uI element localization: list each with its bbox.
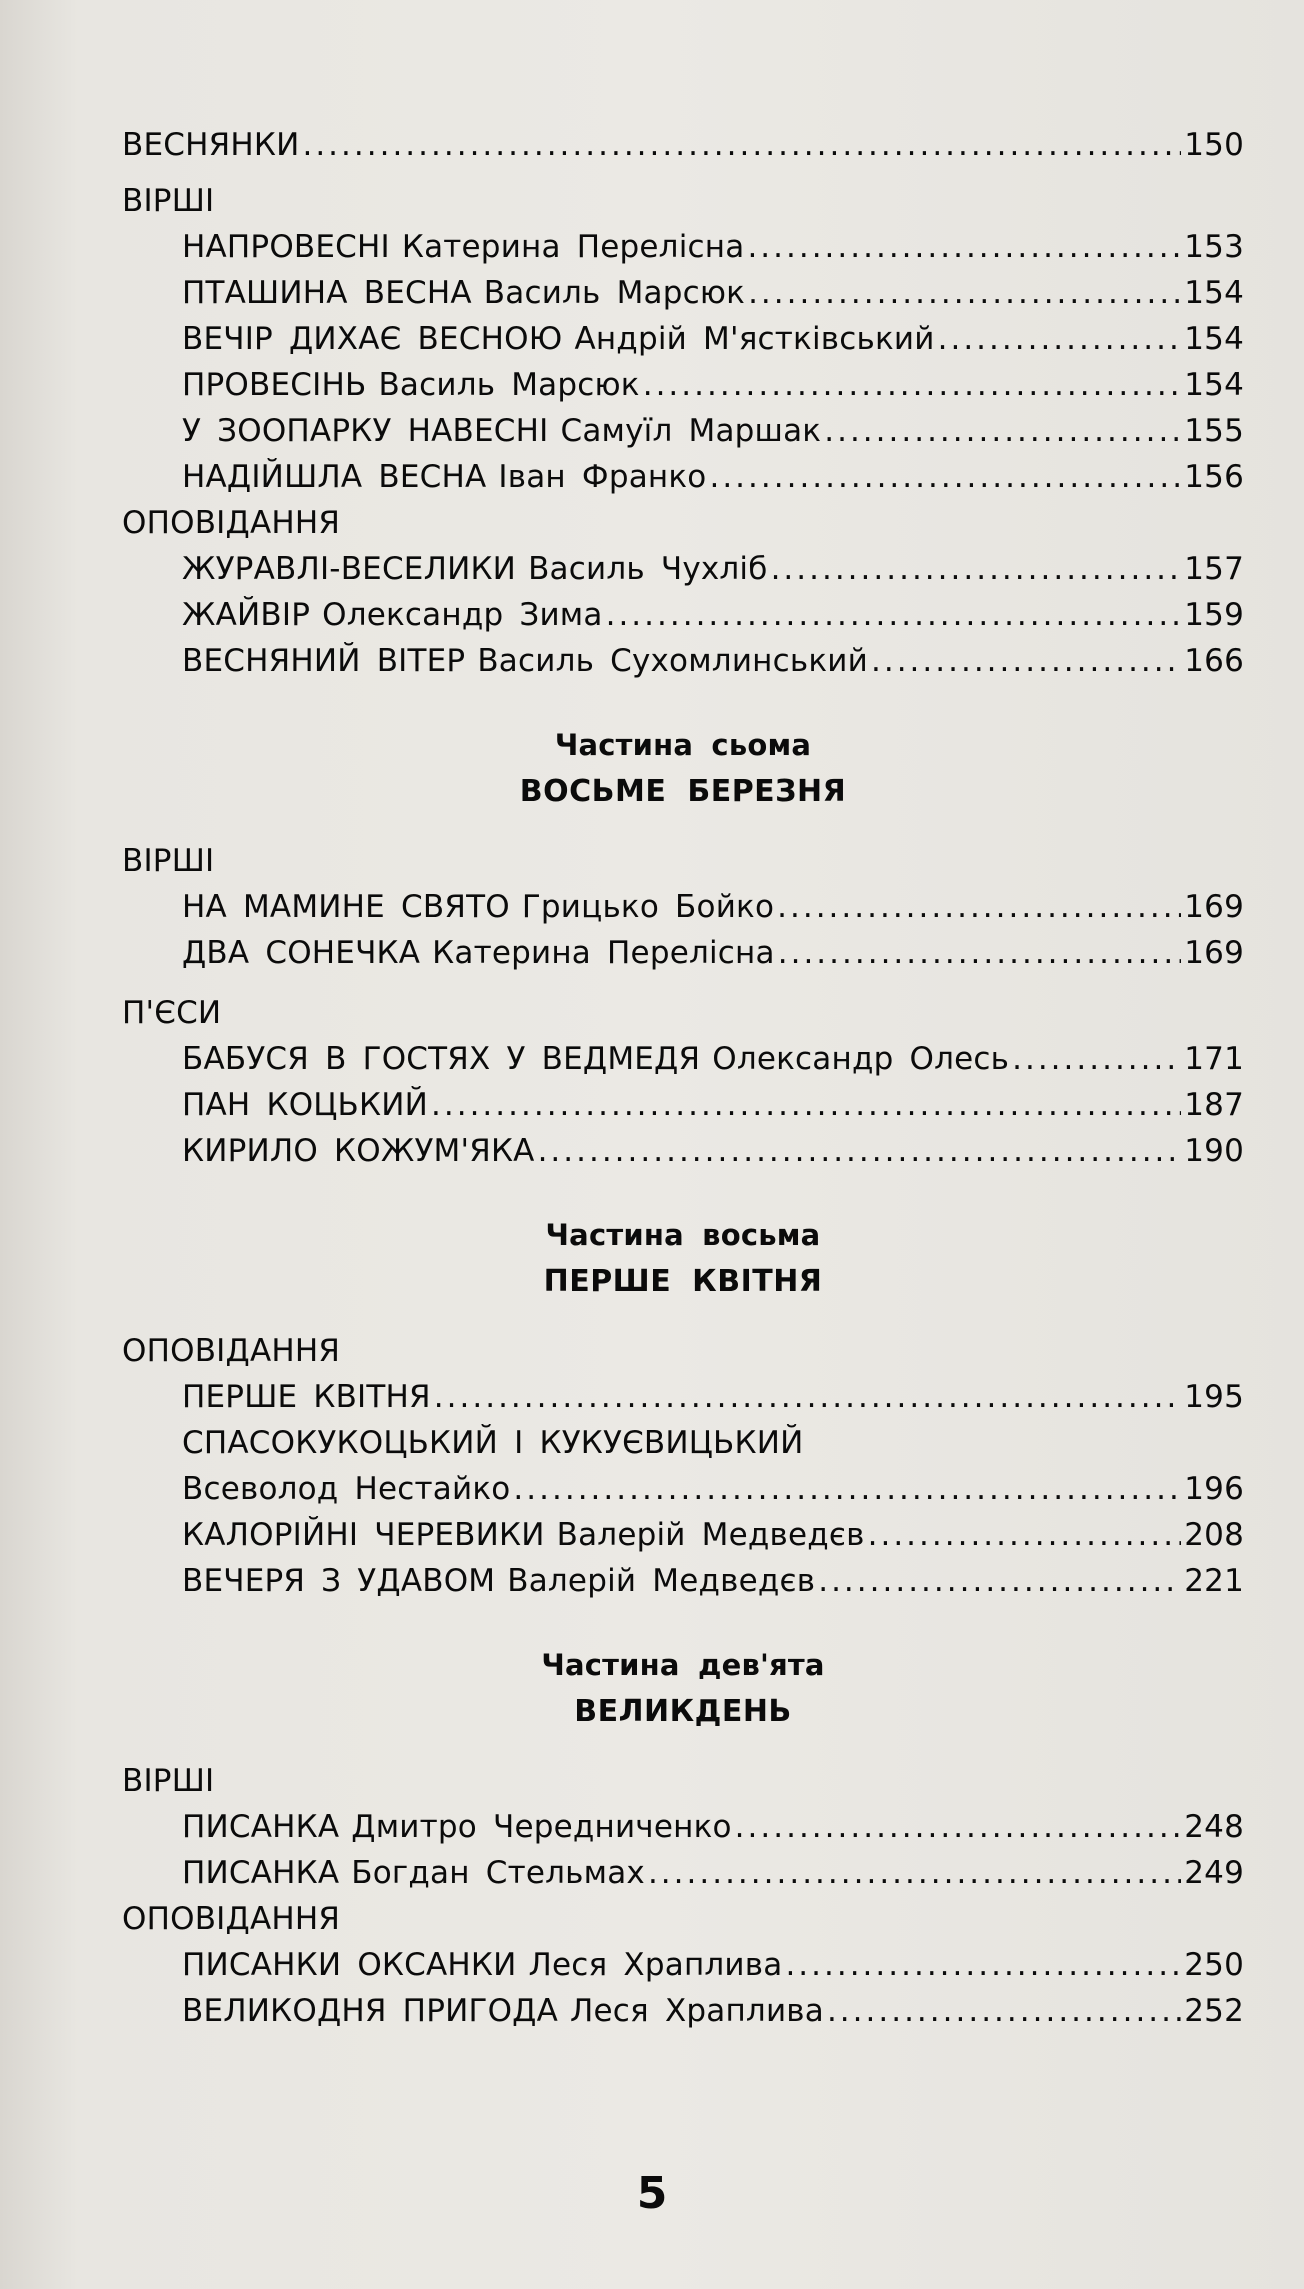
entry-page: 221: [1184, 1563, 1244, 1599]
entry-page: 159: [1184, 597, 1244, 633]
entry-page: 166: [1184, 643, 1244, 679]
dot-leader: [302, 122, 1181, 168]
entry-title: ДВА СОНЕЧКА: [182, 935, 421, 971]
dot-leader: [709, 454, 1181, 500]
toc-entry: [122, 1128, 1244, 1174]
entry-title: ПЕРШЕ КВІТНЯ: [182, 1379, 431, 1415]
toc-entry: [122, 884, 1244, 930]
dot-leader: [643, 362, 1182, 408]
entry-title: ЖУРАВЛІ-ВЕСЕЛИКИ: [182, 551, 517, 587]
dot-leader: [868, 1512, 1182, 1558]
entry-author: Валерій Медведєв: [556, 1517, 865, 1553]
dot-leader: [818, 1558, 1181, 1604]
entry-title: СПАСОКУКОЦЬКИЙ І КУКУЄВИЦЬКИЙ: [182, 1425, 804, 1461]
entry-page: 154: [1184, 367, 1244, 403]
toc-entry: [122, 930, 1244, 976]
section-heading: ОПОВІДАННЯ: [122, 1333, 341, 1369]
entry-title: ПИСАНКИ ОКСАНКИ: [182, 1947, 517, 1983]
entry-page: 248: [1184, 1809, 1244, 1845]
entry-author: Василь Марсюк: [378, 367, 640, 403]
entry-author: Всеволод Нестайко: [182, 1471, 511, 1507]
entry-page: 252: [1184, 1993, 1244, 2029]
entry-title: ПИСАНКА: [182, 1855, 340, 1891]
entry-title: НАДІЙШЛА ВЕСНА: [182, 459, 487, 495]
entry-author: Андрій М'ястківський: [574, 321, 935, 357]
dot-leader: [606, 592, 1182, 638]
toc-entry: [122, 224, 1244, 270]
toc-entry: [122, 408, 1244, 454]
entry-title: ВЕЧЕРЯ З УДАВОМ: [182, 1563, 496, 1599]
toc-entry: [122, 270, 1244, 316]
entry-title: ПАН КОЦЬКИЙ: [182, 1087, 429, 1123]
entry-title: ПРОВЕСІНЬ: [182, 367, 367, 403]
dot-leader: [434, 1374, 1181, 1420]
dot-leader: [431, 1082, 1181, 1128]
entry-page: 157: [1184, 551, 1244, 587]
toc-entry: [122, 1082, 1244, 1128]
entry-author: Василь Сухомлинський: [477, 643, 868, 679]
dot-leader: [513, 1466, 1181, 1512]
toc-entry: [122, 1804, 1244, 1850]
part-title: ВОСЬМЕ БЕРЕЗНЯ: [519, 774, 847, 809]
dot-leader: [538, 1128, 1182, 1174]
toc-entry: [122, 1942, 1244, 1988]
entry-page: 187: [1184, 1087, 1244, 1123]
entry-page: 169: [1184, 935, 1244, 971]
section-heading: П'ЄСИ: [122, 995, 222, 1031]
part-label: Частина сьома: [554, 728, 812, 762]
entry-page: 169: [1184, 889, 1244, 925]
toc-entry: [122, 1512, 1244, 1558]
entry-author: Валерій Медведєв: [507, 1563, 816, 1599]
entry-title: ПИСАНКА: [182, 1809, 340, 1845]
section-heading: ВІРШІ: [122, 1763, 215, 1799]
entry-author: Богдан Стельмах: [351, 1855, 645, 1891]
entry-author: Олександр Олесь: [712, 1041, 1010, 1077]
entry-title: У ЗООПАРКУ НАВЕСНІ: [182, 413, 549, 449]
dot-leader: [648, 1850, 1181, 1896]
section-heading: ВІРШІ: [122, 843, 215, 879]
entry-page: 171: [1184, 1041, 1244, 1077]
entry-title: ПТАШИНА ВЕСНА: [182, 275, 472, 311]
entry-title: БАБУСЯ В ГОСТЯХ У ВЕДМЕДЯ: [182, 1041, 701, 1077]
entry-author: Леся Храплива: [528, 1947, 783, 1983]
toc-entry-author-line: [122, 1466, 1244, 1512]
toc-entry: [122, 1850, 1244, 1896]
entry-page: 153: [1184, 229, 1244, 265]
dot-leader: [735, 1804, 1182, 1850]
entry-title: ВЕСНЯНКИ: [122, 127, 300, 163]
toc-entry: [122, 1036, 1244, 1082]
entry-page: 150: [1184, 127, 1244, 163]
entry-page: 154: [1184, 275, 1244, 311]
toc-entry: [122, 592, 1244, 638]
toc-entry: [122, 316, 1244, 362]
entry-author: Олександр Зима: [322, 597, 603, 633]
part-title: ВЕЛИКДЕНЬ: [574, 1694, 792, 1729]
entry-page: 208: [1184, 1517, 1244, 1553]
toc-entry-title-line: [122, 1420, 1244, 1466]
entry-title: КАЛОРІЙНІ ЧЕРЕВИКИ: [182, 1517, 545, 1553]
entry-author: Василь Марсюк: [483, 275, 746, 311]
entry-title: КИРИЛО КОЖУМ'ЯКА: [182, 1133, 535, 1169]
part-title: ПЕРШЕ КВІТНЯ: [543, 1264, 823, 1299]
toc-entry: [122, 1988, 1244, 2034]
entry-title: ВЕЛИКОДНЯ ПРИГОДА: [182, 1993, 559, 2029]
entry-title: ЖАЙВІР: [182, 597, 311, 633]
dot-leader: [785, 1942, 1181, 1988]
dot-leader: [747, 224, 1181, 270]
part-label: Частина восьма: [545, 1218, 821, 1252]
toc-entry: [122, 1558, 1244, 1604]
entry-title: НАПРОВЕСНІ: [182, 229, 390, 265]
entry-title: ВЕСНЯНИЙ ВІТЕР: [182, 643, 466, 679]
entry-author: Леся Храплива: [570, 1993, 824, 2029]
dot-leader: [777, 884, 1181, 930]
section-heading: ВІРШІ: [122, 183, 215, 219]
dot-leader: [871, 638, 1181, 684]
dot-leader: [824, 408, 1181, 454]
entry-title: НА МАМИНЕ СВЯТО: [182, 889, 510, 925]
toc-entry: [122, 1374, 1244, 1420]
dot-leader: [827, 1988, 1181, 2034]
dot-leader: [771, 546, 1182, 592]
entry-author: Самуїл Маршак: [560, 413, 822, 449]
toc-entry: [122, 454, 1244, 500]
entry-title: ВЕЧІР ДИХАЄ ВЕСНОЮ: [182, 321, 563, 357]
dot-leader: [748, 270, 1181, 316]
entry-author: Грицько Бойко: [521, 889, 775, 925]
entry-page: 190: [1184, 1133, 1244, 1169]
section-heading: ОПОВІДАННЯ: [122, 1901, 341, 1937]
entry-author: Іван Франко: [498, 459, 707, 495]
entry-page: 250: [1184, 1947, 1244, 1983]
entry-page: 195: [1184, 1379, 1244, 1415]
dot-leader: [1012, 1036, 1181, 1082]
entry-page: 156: [1184, 459, 1244, 495]
table-of-contents: [122, 122, 1244, 2034]
dot-leader: [938, 316, 1182, 362]
entry-author: Катерина Перелісна: [432, 935, 775, 971]
entry-page: 155: [1184, 413, 1244, 449]
entry-author: Василь Чухліб: [528, 551, 768, 587]
toc-entry: [122, 362, 1244, 408]
toc-entry: [122, 122, 1244, 168]
entry-author: Катерина Перелісна: [401, 229, 745, 265]
section-heading: ОПОВІДАННЯ: [122, 505, 341, 541]
page-number: 5: [636, 2168, 668, 2219]
entry-author: Дмитро Чередниченко: [351, 1809, 732, 1845]
entry-page: 196: [1184, 1471, 1244, 1507]
dot-leader: [778, 930, 1181, 976]
toc-entry: [122, 638, 1244, 684]
part-label: Частина дев'ята: [541, 1648, 825, 1682]
toc-entry: [122, 546, 1244, 592]
entry-page: 154: [1184, 321, 1244, 357]
entry-page: 249: [1184, 1855, 1244, 1891]
